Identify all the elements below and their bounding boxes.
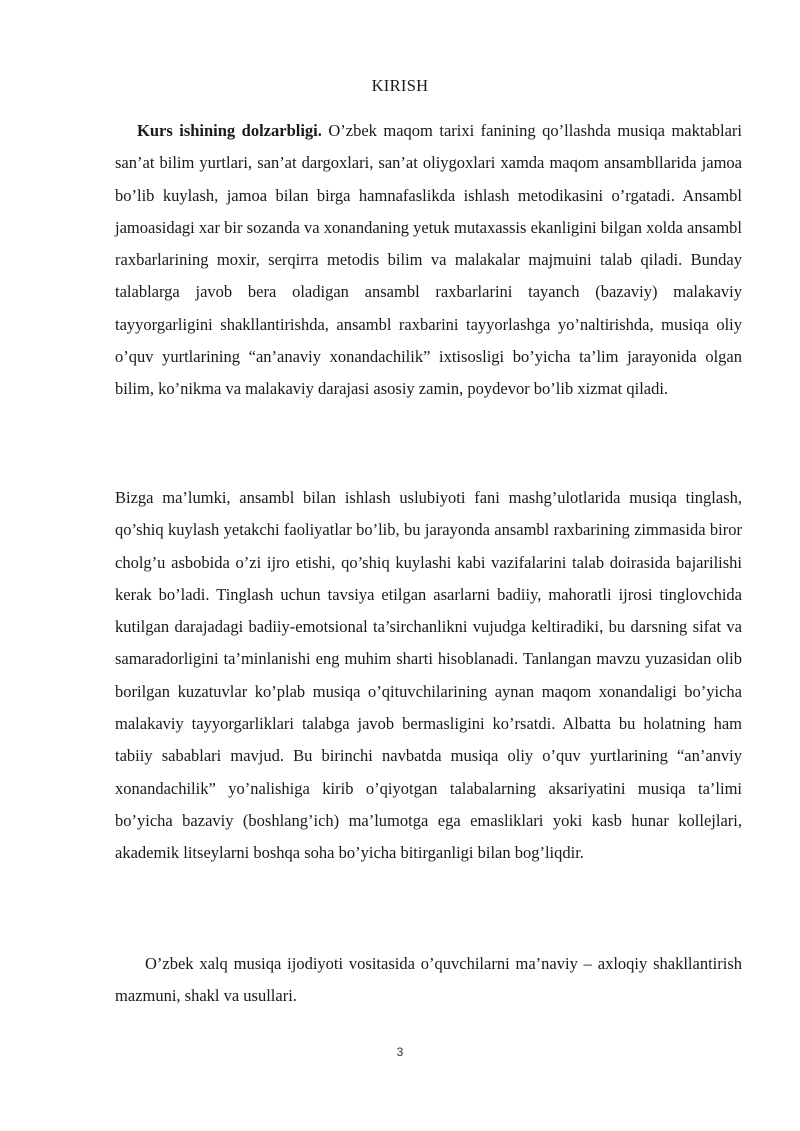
paragraph-relevance xyxy=(115,115,742,406)
page-number: 3 xyxy=(396,1045,404,1059)
paragraph-text: Bizga ma’lumki, ansambl bilan ishlash uslubiyoti fani mashg’ulotlarida musiqa tinglash, qo’shiq kuylash yetakchi faoliyatlar bo’lib, bu jarayonda ansambl raxbarining zimmasida biror cholg’u asbobida o’zi ijro etishi, qo’shiq kuylashi kabi vazifalarini talab doirasida bajarilishi kerak bo’ladi. Tinglash uchun tavsiya etilgan asarlarni badiiy, mahoratli ijrosi tinglovchida kutilgan darajadagi badiiy-emotsional ta’sirchanlikni vujudga keltiradiki, bu darsning sifat va samaradorligini ta’minlanishi eng muhim sharti hisoblanadi. Tanlangan mavzu yuzasidan olib borilgan kuzatuvlar ko’plab musiqa o’qituvchilarining aynan maqom xonandaligi bo’yicha malakaviy tayyorgarliklari talabga javob bermasligini ko’rsatdi. Albatta bu holatning ham tabiiy sabablari mavjud. Bu birinchi navbatda musiqa oliy o’quv yurtlarining “an’anviy xonandachilik” yo’nalishiga kirib o’qiyotgan talabalarning aksariyatini musiqa ta’limi bo’yicha bazaviy (boshlang’ich) ma’lumotga ega emasliklari yoki kasb hunar kollejlari, akademik litseylarni boshqa soha bo’yicha bitirganligi bilan bog’liqdir. xyxy=(115,488,742,863)
paragraph-topic xyxy=(115,948,742,1013)
paragraph-observations xyxy=(115,482,742,870)
paragraph-lead: Kurs ishining dolzarbligi. xyxy=(137,121,322,140)
page-title: KIRISH xyxy=(371,76,429,95)
paragraph-text: O’zbek maqom tarixi fanining qo’llashda musiqa maktablari san’at bilim yurtlari, san’at dargoxlari, san’at oliygoxlari xamda maqom ansambllarida jamoa bo’lib kuylash, jamoa bilan birga hamnafaslikda ishlash metodikasini o’rgatadi. Ansambl jamoasidagi xar bir sozanda va xonandaning yetuk mutaxassis ekanligini bilgan xolda ansambl raxbarlarining moxir, serqirra metodis bilim va malakalar majmuini talab qiladi. Bunday talablarga javob bera oladigan ansambl raxbarlarini tayanch (bazaviy) malakaviy tayyorgarligini shakllantirishda, ansambl raxbarini tayyorlashga yo’naltirishda, musiqa oliy o’quv yurtlarining “an’anaviy xonandachilik” ixtisosligi bo’yicha ta’lim jarayonida olgan bilim, ko’nikma va malakaviy darajasi asosiy zamin, poydevor bo’lib xizmat qiladi. xyxy=(115,121,743,399)
paragraph-text: O’zbek xalq musiqa ijodiyoti vositasida o’quvchilarni ma’naviy – axloqiy shakllantirish mazmuni, shakl va usullari. xyxy=(115,954,742,1006)
